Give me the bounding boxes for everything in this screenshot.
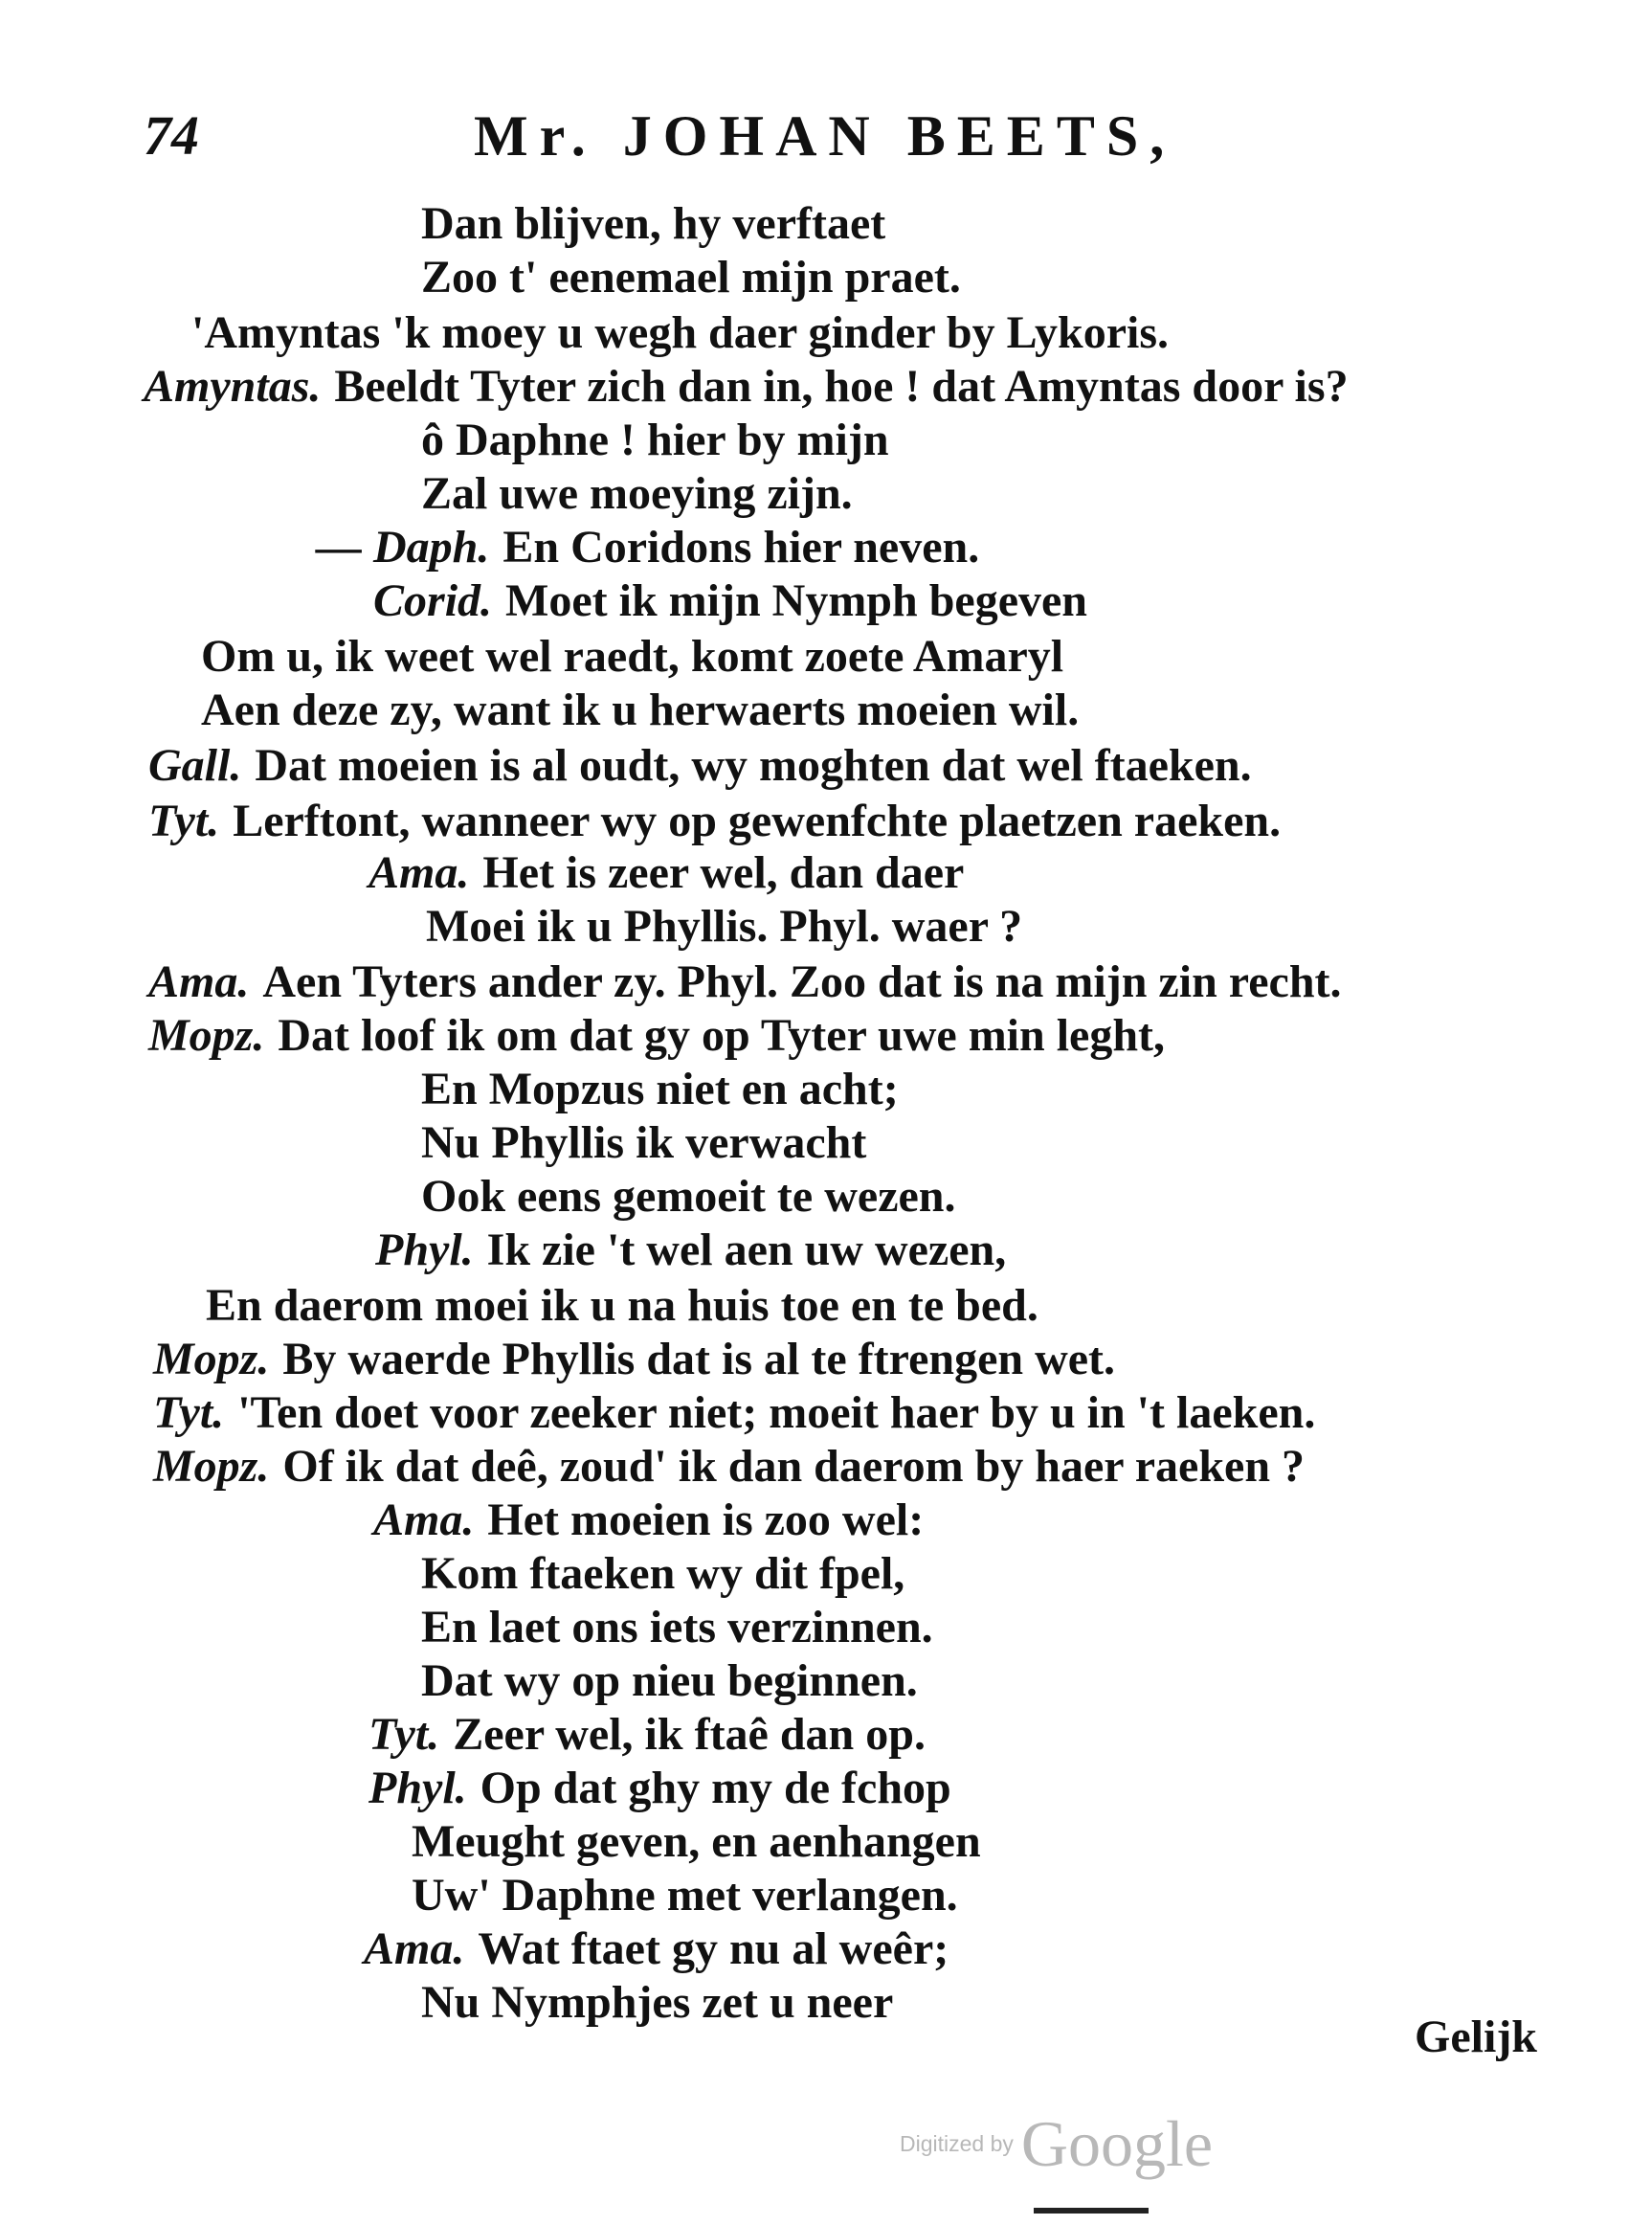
verse-line xyxy=(412,1815,981,1869)
verse-text: Dat moeien is al oudt, wy moghten dat wel ftaeken. xyxy=(255,740,1252,791)
speaker-label: Gall. xyxy=(148,740,242,791)
verse-text: Het is zeer wel, dan daer xyxy=(482,847,965,898)
page-header xyxy=(134,103,1321,180)
verse-text: Meught geven, en aenhangen xyxy=(412,1816,981,1867)
speaker-label: Tyt. xyxy=(148,796,220,846)
verse-text: Nu Phyllis ik verwacht xyxy=(421,1117,867,1168)
running-head: Mr. JOHAN BEETS, xyxy=(474,104,1176,168)
verse-line xyxy=(421,1170,956,1224)
verse-text: En laet ons iets verzinnen. xyxy=(421,1602,933,1652)
speaker-label: Phyl. xyxy=(375,1225,474,1275)
verse-text: Uw' Daphne met verlangen. xyxy=(412,1870,958,1921)
verse-line xyxy=(368,1762,951,1815)
speaker-label: Phyl. xyxy=(368,1763,467,1813)
verse-text: ô Daphne ! hier by mijn xyxy=(421,415,889,465)
verse-text: By waerde Phyllis dat is al te ftrengen wet. xyxy=(282,1334,1116,1384)
verse-line xyxy=(144,360,1349,414)
page-number: 74 xyxy=(144,104,199,167)
speaker-label: Ama. xyxy=(148,956,250,1007)
verse-line xyxy=(153,1333,1115,1386)
verse-line xyxy=(421,1063,899,1116)
verse-text: Ook eens gemoeit te wezen. xyxy=(421,1171,956,1222)
speaker-label: Tyt. xyxy=(153,1387,225,1438)
verse-line xyxy=(316,521,979,574)
verse-line xyxy=(426,900,1022,954)
speaker-label: Ama. xyxy=(364,1923,465,1974)
bottom-divider xyxy=(1034,2208,1149,2214)
verse-text: Zal uwe moeying zijn. xyxy=(421,468,853,519)
verse-line xyxy=(421,1547,904,1601)
verse-text: Aen Tyters ander zy. Phyl. Zoo dat is na mijn zin recht. xyxy=(262,956,1342,1007)
verse-text: Ik zie 't wel aen uw wezen, xyxy=(486,1225,1007,1275)
verse-text: Op dat ghy my de fchop xyxy=(480,1763,951,1813)
verse-text: Het moeien is zoo wel: xyxy=(487,1495,925,1545)
speaker-label: Mopz. xyxy=(153,1441,270,1492)
verse-line xyxy=(191,306,1169,360)
verse-text: En Coridons hier neven. xyxy=(502,522,980,573)
speaker-label: Amyntas. xyxy=(144,361,322,412)
verse-line xyxy=(364,1922,949,1976)
verse-line xyxy=(153,1386,1315,1440)
verse-line xyxy=(421,1654,918,1708)
verse-text: 'Amyntas 'k moey u wegh daer ginder by Lykoris. xyxy=(191,307,1170,358)
verse-line xyxy=(201,630,1063,684)
verse-line xyxy=(421,1976,893,2030)
verse-line xyxy=(421,251,961,304)
verse-text: Aen deze zy, want ik u herwaerts moeien wil. xyxy=(201,685,1080,735)
verse-text: Lerftont, wanneer wy op gewenfchte plaetzen raeken. xyxy=(233,796,1282,846)
verse-line xyxy=(206,1279,1038,1333)
verse-line xyxy=(375,1224,1006,1277)
speaker-label: Corid. xyxy=(373,575,493,626)
verse-text: Om u, ik weet wel raedt, komt zoete Amaryl xyxy=(201,631,1064,682)
verse-text: Dat loof ik om dat gy op Tyter uwe min leght, xyxy=(278,1010,1166,1061)
speaker-label: Tyt. xyxy=(368,1709,440,1760)
verse-line xyxy=(421,467,853,521)
verse-line xyxy=(201,684,1079,737)
verse-text: Nu Nymphjes zet u neer xyxy=(421,1977,894,2028)
speaker-label: Mopz. xyxy=(148,1010,265,1061)
verse-text: Zoo t' eenemael mijn praet. xyxy=(421,252,961,303)
digitized-by-text: Digitized by xyxy=(900,2131,1014,2156)
verse-line xyxy=(153,1440,1305,1494)
verse-line xyxy=(148,955,1342,1009)
verse-line xyxy=(148,1009,1165,1063)
speaker-label: Mopz. xyxy=(153,1334,270,1384)
verse-line xyxy=(373,574,1087,628)
verse-text: Beeldt Tyter zich dan in, hoe ! dat Amyntas door is? xyxy=(334,361,1349,412)
speaker-label: Ama. xyxy=(373,1495,475,1545)
verse-line xyxy=(421,197,885,251)
verse-line xyxy=(148,795,1281,848)
verse-text: Wat ftaet gy nu al weêr; xyxy=(478,1923,949,1974)
verse-text: Dan blijven, hy verftaet xyxy=(421,198,886,249)
verse-line xyxy=(421,1116,866,1170)
verse-text: 'Ten doet voor zeeker niet; moeit haer by u in 't laeken. xyxy=(237,1387,1316,1438)
speaker-label: Ama. xyxy=(368,847,470,898)
verse-text: En Mopzus niet en acht; xyxy=(421,1064,899,1114)
digitized-watermark xyxy=(900,2106,1213,2183)
verse-text: Dat wy op nieu beginnen. xyxy=(421,1655,918,1706)
verse-line xyxy=(373,1494,924,1547)
verse-text: Moei ik u Phyllis. Phyl. waer ? xyxy=(426,901,1023,952)
verse-line xyxy=(412,1869,958,1922)
verse-text: En daerom moei ik u na huis toe en te bed. xyxy=(206,1280,1038,1331)
catchword: Gelijk xyxy=(1415,2011,1537,2062)
speaker-label: — Daph. xyxy=(316,522,490,573)
verse-text: Moet ik mijn Nymph begeven xyxy=(505,575,1087,626)
verse-text: Kom ftaeken wy dit fpel, xyxy=(421,1548,905,1599)
verse-line xyxy=(368,1708,926,1762)
verse-text: Zeer wel, ik ftaê dan op. xyxy=(453,1709,926,1760)
verse-line xyxy=(368,846,964,900)
verse-line xyxy=(421,414,889,467)
google-logo: Google xyxy=(1020,2107,1214,2180)
verse-text: Of ik dat deê, zoud' ik dan daerom by haer raeken ? xyxy=(282,1441,1306,1492)
verse-line xyxy=(148,739,1252,793)
verse-line xyxy=(421,1601,933,1654)
